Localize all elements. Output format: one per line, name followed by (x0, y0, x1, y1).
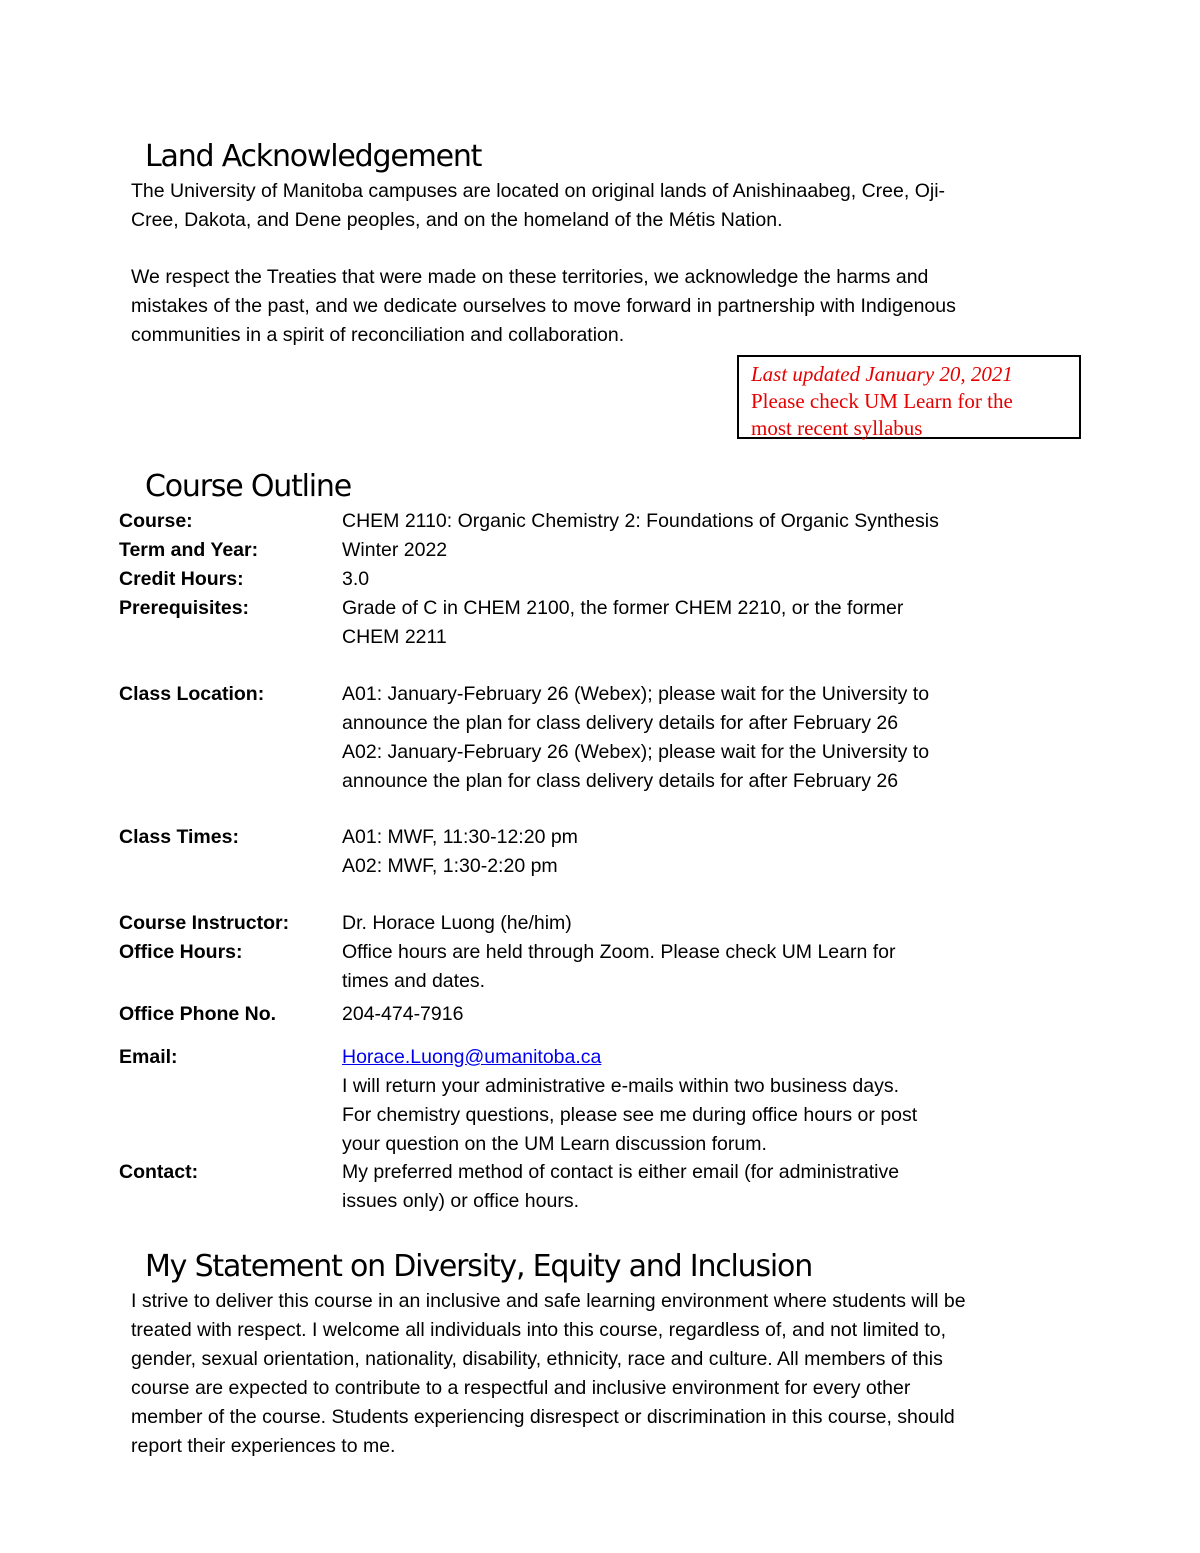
credit-hours-label: Credit Hours: (119, 568, 244, 590)
text-line: For chemistry questions, please see me during office hours or post (342, 1104, 918, 1126)
email-link[interactable]: Horace.Luong@umanitoba.ca (342, 1046, 602, 1068)
course-instructor-label: Course Instructor: (119, 912, 290, 934)
class-location-value (342, 680, 1022, 796)
text-line: Grade of C in CHEM 2100, the former CHEM 2210, or the former (342, 597, 904, 619)
email-value (342, 1043, 1022, 1159)
office-hours-label: Office Hours: (119, 941, 243, 963)
text-line: course are expected to contribute to a respectful and inclusive environment for every other (131, 1377, 911, 1399)
text-line: announce the plan for class delivery details for after February 26 (342, 712, 899, 734)
last-updated-notice-box (737, 355, 1081, 439)
text-line: A02: MWF, 1:30-2:20 pm (342, 855, 558, 877)
office-hours-value (342, 938, 1022, 996)
land-acknowledgement-paragraph-1 (131, 177, 1081, 235)
text-line: My preferred method of contact is either email (for administrative (342, 1161, 900, 1183)
text-line: A02: January-February 26 (Webex); please wait for the University to (342, 741, 930, 763)
text-line: mistakes of the past, and we dedicate ourselves to move forward in partnership with Indigenous (131, 295, 956, 317)
text-line: I strive to deliver this course in an inclusive and safe learning environment where students will be (131, 1290, 966, 1312)
class-location-label: Class Location: (119, 683, 265, 705)
office-phone-label: Office Phone No. (119, 1003, 277, 1025)
term-value (342, 536, 1022, 565)
prerequisites-label: Prerequisites: (119, 597, 250, 619)
course-instructor-value (342, 909, 1022, 938)
prerequisites-value (342, 594, 1022, 652)
term-label: Term and Year: (119, 539, 259, 561)
text-line: I will return your administrative e-mails within two business days. (342, 1075, 900, 1097)
text-line: times and dates. (342, 970, 486, 992)
text-line: treated with respect. I welcome all individuals into this course, regardless of, and not limited to, (131, 1319, 947, 1341)
text-line: your question on the UM Learn discussion forum. (342, 1133, 767, 1155)
text-line: report their experiences to me. (131, 1435, 396, 1457)
text-line: Dr. Horace Luong (he/him) (342, 912, 572, 934)
land-acknowledgement-heading: Land Acknowledgement (145, 139, 482, 174)
course-label: Course: (119, 510, 193, 532)
email-label: Email: (119, 1046, 178, 1068)
text-line: issues only) or office hours. (342, 1190, 579, 1212)
text-line: We respect the Treaties that were made on these territories, we acknowledge the harms and (131, 266, 929, 288)
office-phone-value (342, 1000, 1022, 1029)
text-line: gender, sexual orientation, nationality, disability, ethnicity, race and culture. All members of this (131, 1348, 943, 1370)
text-line: Office hours are held through Zoom. Please check UM Learn for (342, 941, 896, 963)
text-line: CHEM 2110: Organic Chemistry 2: Foundations of Organic Synthesis (342, 510, 939, 532)
course-value (342, 507, 1022, 536)
contact-label: Contact: (119, 1161, 199, 1183)
last-updated-date: Last updated January 20, 2021 (751, 362, 1013, 386)
text-line: The University of Manitoba campuses are located on original lands of Anishinaabeg, Cree, Oji- (131, 180, 946, 202)
land-acknowledgement-paragraph-2 (131, 263, 1081, 350)
text-line: announce the plan for class delivery details for after February 26 (342, 770, 899, 792)
text-line: communities in a spirit of reconciliation and collaboration. (131, 324, 625, 346)
text-line: A01: January-February 26 (Webex); please wait for the University to (342, 683, 930, 705)
credit-hours-value (342, 565, 1022, 594)
text-line: A01: MWF, 11:30-12:20 pm (342, 826, 578, 848)
text-line: Cree, Dakota, and Dene peoples, and on the homeland of the Métis Nation. (131, 209, 783, 231)
diversity-statement-paragraph (131, 1287, 1081, 1461)
text-line: 3.0 (342, 568, 370, 590)
diversity-statement-heading: My Statement on Diversity, Equity and Inclusion (145, 1249, 813, 1284)
class-times-value (342, 823, 1022, 881)
notice-text-line: Please check UM Learn for the (751, 389, 1013, 413)
course-outline-heading: Course Outline (145, 469, 352, 504)
class-times-label: Class Times: (119, 826, 239, 848)
text-line: CHEM 2211 (342, 626, 447, 648)
text-line: 204-474-7916 (342, 1003, 464, 1025)
text-line: member of the course. Students experiencing disrespect or discrimination in this course, should (131, 1406, 955, 1428)
notice-text-line: most recent syllabus (751, 416, 923, 440)
contact-value (342, 1158, 1022, 1216)
text-line: Winter 2022 (342, 539, 448, 561)
